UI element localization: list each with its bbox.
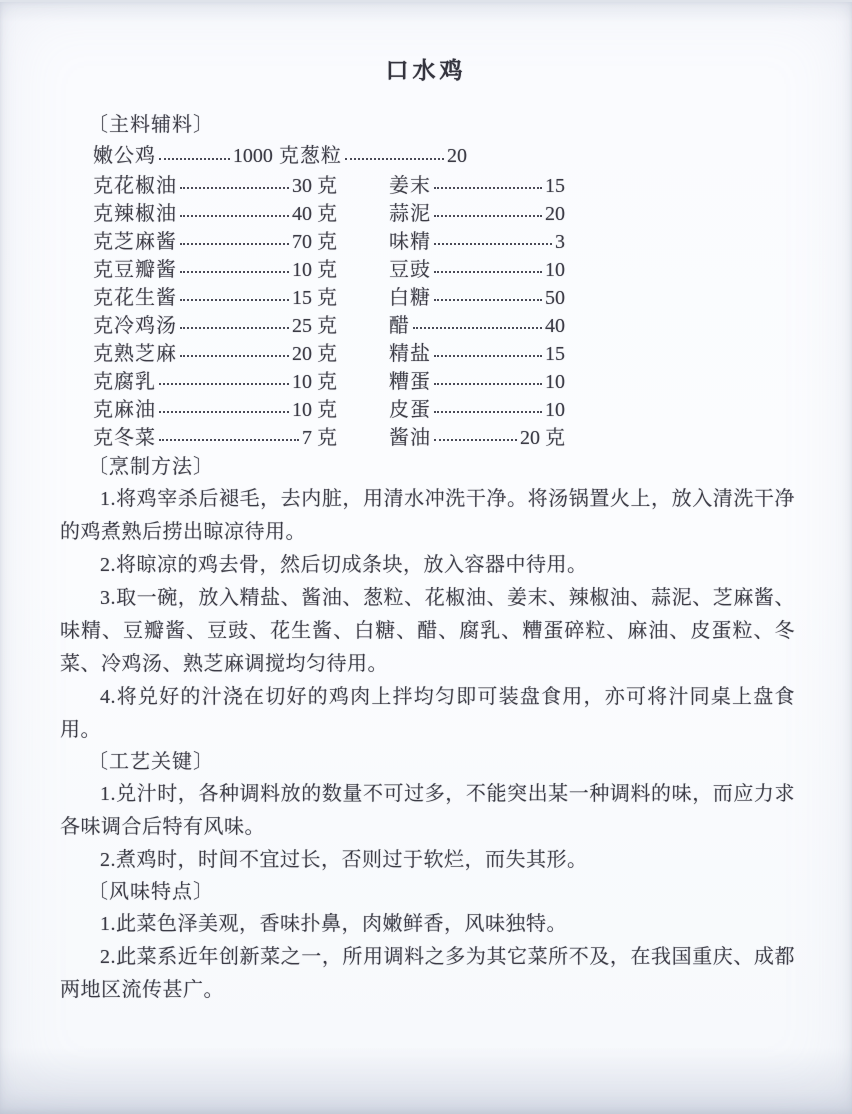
ingredient-cell-left	[93, 424, 337, 452]
ingredient-name: 精盐	[389, 343, 431, 365]
ingredient-name: 克辣椒油	[93, 203, 177, 225]
dot-leader	[180, 355, 289, 357]
section-header-technique: 〔工艺关键〕	[88, 751, 214, 773]
dot-leader	[180, 327, 289, 329]
recipe-title: 口水鸡	[385, 58, 467, 83]
column-gap	[337, 200, 389, 228]
ingredient-cell-right	[389, 284, 565, 312]
ingredient-row	[93, 312, 795, 340]
dot-leader	[159, 383, 289, 385]
ingredient-name: 克葱粒	[278, 145, 342, 167]
ingredient-row	[93, 424, 795, 452]
ingredient-row	[93, 172, 795, 200]
dot-leader	[434, 383, 542, 385]
ingredient-row	[93, 256, 795, 284]
ingredient-cell-left	[93, 340, 337, 368]
ingredient-cell-left	[93, 256, 337, 284]
ingredient-name: 糟蛋	[389, 371, 431, 393]
method-step: 4.将兑好的汁浇在切好的鸡肉上拌均匀即可装盘食用，亦可将汁同桌上盘食用。	[60, 686, 795, 741]
ingredient-amount: 10 克	[292, 259, 337, 281]
ingredient-cell-left	[93, 172, 337, 200]
ingredient-amount: 20 克	[520, 427, 565, 449]
ingredient-row	[93, 340, 795, 368]
dot-leader	[180, 299, 289, 301]
ingredient-row-main	[93, 141, 467, 172]
ingredient-amount: 20	[447, 145, 467, 167]
column-gap	[337, 172, 389, 200]
section-header-flavor: 〔风味特点〕	[88, 881, 214, 903]
dot-leader	[180, 243, 289, 245]
dot-leader	[434, 271, 542, 273]
ingredient-name: 味精	[389, 231, 431, 253]
ingredient-cell-right	[389, 368, 565, 396]
dot-leader	[159, 411, 289, 413]
method-step: 1.将鸡宰杀后褪毛，去内脏，用清水冲洗干净。将汤锅置火上，放入清洗干净的鸡煮熟后捞出晾凉待用。	[60, 488, 795, 543]
ingredient-name: 姜末	[389, 175, 431, 197]
method-step: 2.将晾凉的鸡去骨，然后切成条块，放入容器中待用。	[100, 554, 588, 576]
ingredient-name: 克花椒油	[93, 175, 177, 197]
ingredient-cell-left	[93, 284, 337, 312]
ingredient-cell-left	[93, 228, 337, 256]
ingredient-cell-right	[389, 256, 565, 284]
ingredient-amount: 70 克	[292, 231, 337, 253]
column-gap	[337, 396, 389, 424]
ingredient-row	[93, 284, 795, 312]
ingredient-amount: 3	[555, 231, 565, 253]
ingredient-name: 克熟芝麻	[93, 343, 177, 365]
ingredient-cell-left	[93, 396, 337, 424]
dot-leader	[434, 215, 542, 217]
technique-point: 2.煮鸡时，时间不宜过长，否则过于软烂，而失其形。	[100, 849, 588, 871]
column-gap	[337, 256, 389, 284]
ingredient-amount: 7 克	[302, 427, 337, 449]
ingredient-row	[93, 368, 795, 396]
ingredient-amount: 20 克	[292, 343, 337, 365]
dot-leader	[180, 215, 289, 217]
column-gap	[337, 312, 389, 340]
ingredient-amount: 1000	[232, 145, 273, 167]
recipe-body	[60, 110, 795, 1007]
ingredient-cell-right	[389, 340, 565, 368]
ingredient-name: 蒜泥	[389, 203, 431, 225]
dot-leader	[180, 271, 289, 273]
ingredient-cell-left	[93, 312, 337, 340]
column-gap	[337, 228, 389, 256]
page-top-edge	[0, 0, 852, 2]
technique-point: 1.兑汁时，各种调料放的数量不可过多，不能突出某一种调料的味，而应力求各味调合后特有风味。	[60, 783, 795, 838]
dot-leader	[345, 158, 444, 160]
ingredient-name: 皮蛋	[389, 399, 431, 421]
ingredient-amount: 10 克	[292, 399, 337, 421]
ingredient-cell-right	[389, 396, 565, 424]
ingredient-cell-right	[389, 172, 565, 200]
ingredient-amount: 10	[545, 399, 565, 421]
flavor-point: 2.此菜系近年创新菜之一，所用调料之多为其它菜所不及，在我国重庆、成都两地区流传甚广。	[60, 946, 795, 1001]
ingredient-cell-right	[389, 424, 565, 452]
ingredient-amount: 10	[545, 371, 565, 393]
ingredient-cell-left	[93, 368, 337, 396]
ingredient-amount: 40 克	[292, 203, 337, 225]
dot-leader	[434, 187, 542, 189]
dot-leader	[434, 439, 517, 441]
dot-leader	[434, 411, 542, 413]
method-step: 3.取一碗，放入精盐、酱油、葱粒、花椒油、姜末、辣椒油、蒜泥、芝麻酱、味精、豆瓣酱、豆豉、花生酱、白糖、醋、腐乳、糟蛋碎粒、麻油、皮蛋粒、冬菜、冷鸡汤、熟芝麻调搅均匀待用。	[60, 587, 795, 675]
flavor-points	[60, 908, 795, 1007]
ingredient-amount: 30 克	[292, 175, 337, 197]
flavor-point: 1.此菜色泽美观，香味扑鼻，肉嫩鲜香，风味独特。	[100, 913, 567, 935]
dot-leader	[180, 187, 289, 189]
ingredient-rows	[93, 172, 795, 452]
column-gap	[337, 424, 389, 452]
ingredient-amount: 20	[545, 203, 565, 225]
ingredient-amount: 15	[545, 343, 565, 365]
ingredient-cell-right	[389, 200, 565, 228]
ingredient-amount: 15	[545, 175, 565, 197]
ingredient-name: 克芝麻酱	[93, 231, 177, 253]
ingredient-name: 克麻油	[93, 399, 156, 421]
dot-leader	[413, 327, 542, 329]
ingredient-cell-right	[389, 228, 565, 256]
ingredient-name: 克腐乳	[93, 371, 156, 393]
ingredient-name: 豆豉	[389, 259, 431, 281]
ingredient-amount: 10 克	[292, 371, 337, 393]
ingredient-amount: 40	[545, 315, 565, 337]
ingredient-name: 嫩公鸡	[93, 145, 156, 167]
dot-leader	[434, 355, 542, 357]
ingredient-cell-left	[93, 200, 337, 228]
ingredient-amount: 10	[545, 259, 565, 281]
dot-leader	[159, 439, 299, 441]
ingredient-amount: 15 克	[292, 287, 337, 309]
technique-points	[60, 778, 795, 877]
ingredient-name: 酱油	[389, 427, 431, 449]
ingredient-name: 克花生酱	[93, 287, 177, 309]
ingredient-row	[93, 200, 795, 228]
method-steps	[60, 483, 795, 747]
column-gap	[337, 368, 389, 396]
ingredient-name: 醋	[389, 315, 410, 337]
ingredient-name: 克豆瓣酱	[93, 259, 177, 281]
dot-leader	[434, 243, 552, 245]
ingredients-list	[60, 141, 795, 452]
ingredient-name: 克冷鸡汤	[93, 315, 177, 337]
ingredient-row	[93, 396, 795, 424]
ingredient-amount: 50	[545, 287, 565, 309]
dot-leader	[159, 158, 230, 160]
section-header-ingredients: 〔主料辅料〕	[88, 114, 214, 136]
ingredient-amount: 25 克	[292, 315, 337, 337]
dot-leader	[434, 299, 542, 301]
column-gap	[337, 284, 389, 312]
column-gap	[337, 340, 389, 368]
ingredient-name: 克冬菜	[93, 427, 156, 449]
ingredient-row	[93, 228, 795, 256]
ingredient-cell-right	[389, 312, 565, 340]
section-header-method: 〔烹制方法〕	[88, 456, 214, 478]
ingredient-name: 白糖	[389, 287, 431, 309]
